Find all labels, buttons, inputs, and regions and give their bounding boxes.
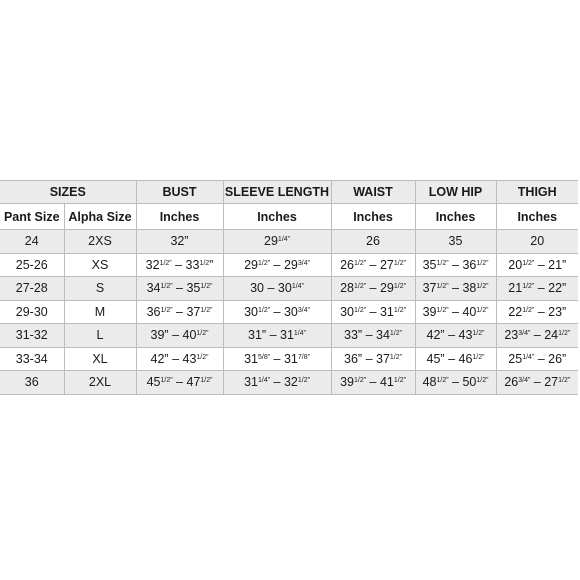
table-row xyxy=(0,277,578,301)
cell-pant-size: 31-32 xyxy=(0,324,64,348)
cell-low-hip: $48^{1/2”} - 50^{1/2”}$ xyxy=(415,371,496,395)
header-thigh: THIGH xyxy=(496,181,578,204)
subheader-row xyxy=(0,204,578,230)
cell-sleeve-length: $31^{1/4”} - 32^{1/2”}$ xyxy=(223,371,331,395)
header-sleeve-length: SLEEVE LENGTH xyxy=(223,181,331,204)
header-waist: WAIST xyxy=(331,181,415,204)
cell-bust: $36^{1/2”} - 37^{1/2”}$ xyxy=(136,300,223,324)
subheader-waist-unit: Inches xyxy=(331,204,415,230)
subheader-bust-unit: Inches xyxy=(136,204,223,230)
cell-low-hip: $35^{1/2”} - 36^{1/2”}$ xyxy=(415,253,496,277)
cell-low-hip: $37^{1/2”} - 38^{1/2”}$ xyxy=(415,277,496,301)
cell-alpha-size: S xyxy=(64,277,136,301)
cell-bust: $34^{1/2”} - 35^{1/2”}$ xyxy=(136,277,223,301)
cell-waist: $26^{1/2”} - 27^{1/2”}$ xyxy=(331,253,415,277)
cell-low-hip: 42” – $43^{1/2”}$ xyxy=(415,324,496,348)
cell-sleeve-length: $30 - 30^{1/4”}$ xyxy=(223,277,331,301)
cell-waist: $39^{1/2”} - 41^{1/2”}$ xyxy=(331,371,415,395)
subheader-hip-unit: Inches xyxy=(415,204,496,230)
cell-thigh: $26^{3/4”} - 27^{1/2”}$ xyxy=(496,371,578,395)
size-chart-table xyxy=(0,180,578,395)
cell-sleeve-length: $31^{5/8”} - 31^{7/8”}$ xyxy=(223,347,331,371)
cell-pant-size: 24 xyxy=(0,230,64,254)
header-sizes: SIZES xyxy=(0,181,136,204)
cell-bust: $45^{1/2”} - 47^{1/2”}$ xyxy=(136,371,223,395)
header-group-row xyxy=(0,181,578,204)
cell-sleeve-length: $30^{1/2”} - 30^{3/4”}$ xyxy=(223,300,331,324)
cell-pant-size: 36 xyxy=(0,371,64,395)
cell-alpha-size: XS xyxy=(64,253,136,277)
cell-waist: 36” – $37^{1/2”}$ xyxy=(331,347,415,371)
cell-bust: 42” – $43^{1/2”}$ xyxy=(136,347,223,371)
cell-thigh: $22^{1/2”} - 23$” xyxy=(496,300,578,324)
cell-low-hip: 45” – $46^{1/2”}$ xyxy=(415,347,496,371)
cell-pant-size: 29-30 xyxy=(0,300,64,324)
header-low-hip: LOW HIP xyxy=(415,181,496,204)
cell-thigh: 20 xyxy=(496,230,578,254)
cell-bust: $32^{1/2”} - 33^{1/2}$” xyxy=(136,253,223,277)
cell-sleeve-length: $29^{1/2”} - 29^{3/4”}$ xyxy=(223,253,331,277)
cell-thigh: $25^{1/4”} - 26$” xyxy=(496,347,578,371)
subheader-alpha-size: Alpha Size xyxy=(64,204,136,230)
table-row xyxy=(0,253,578,277)
cell-bust: 32” xyxy=(136,230,223,254)
cell-thigh: $21^{1/2”} - 22$” xyxy=(496,277,578,301)
cell-waist: $30^{1/2”} - 31^{1/2”}$ xyxy=(331,300,415,324)
cell-low-hip: 35 xyxy=(415,230,496,254)
size-rows xyxy=(0,230,578,395)
cell-pant-size: 27-28 xyxy=(0,277,64,301)
cell-waist: 26 xyxy=(331,230,415,254)
table-row xyxy=(0,371,578,395)
cell-thigh: $20^{1/2”} - 21$” xyxy=(496,253,578,277)
cell-alpha-size: M xyxy=(64,300,136,324)
cell-thigh: $23^{3/4”} - 24^{1/2”}$ xyxy=(496,324,578,348)
table-row xyxy=(0,300,578,324)
cell-sleeve-length: $29^{1/4”}$ xyxy=(223,230,331,254)
cell-alpha-size: L xyxy=(64,324,136,348)
cell-sleeve-length: 31” – $31^{1/4”}$ xyxy=(223,324,331,348)
table-row xyxy=(0,324,578,348)
table-row xyxy=(0,347,578,371)
cell-waist: $28^{1/2”} - 29^{1/2”}$ xyxy=(331,277,415,301)
subheader-pant-size: Pant Size xyxy=(0,204,64,230)
cell-waist: 33” – $34^{1/2”}$ xyxy=(331,324,415,348)
subheader-thigh-unit: Inches xyxy=(496,204,578,230)
cell-alpha-size: 2XS xyxy=(64,230,136,254)
cell-pant-size: 25-26 xyxy=(0,253,64,277)
subheader-sleeve-unit: Inches xyxy=(223,204,331,230)
cell-alpha-size: XL xyxy=(64,347,136,371)
cell-low-hip: $39^{1/2”} - 40^{1/2”}$ xyxy=(415,300,496,324)
table-row xyxy=(0,230,578,254)
header-bust: BUST xyxy=(136,181,223,204)
cell-pant-size: 33-34 xyxy=(0,347,64,371)
cell-alpha-size: 2XL xyxy=(64,371,136,395)
cell-bust: 39” – $40^{1/2”}$ xyxy=(136,324,223,348)
